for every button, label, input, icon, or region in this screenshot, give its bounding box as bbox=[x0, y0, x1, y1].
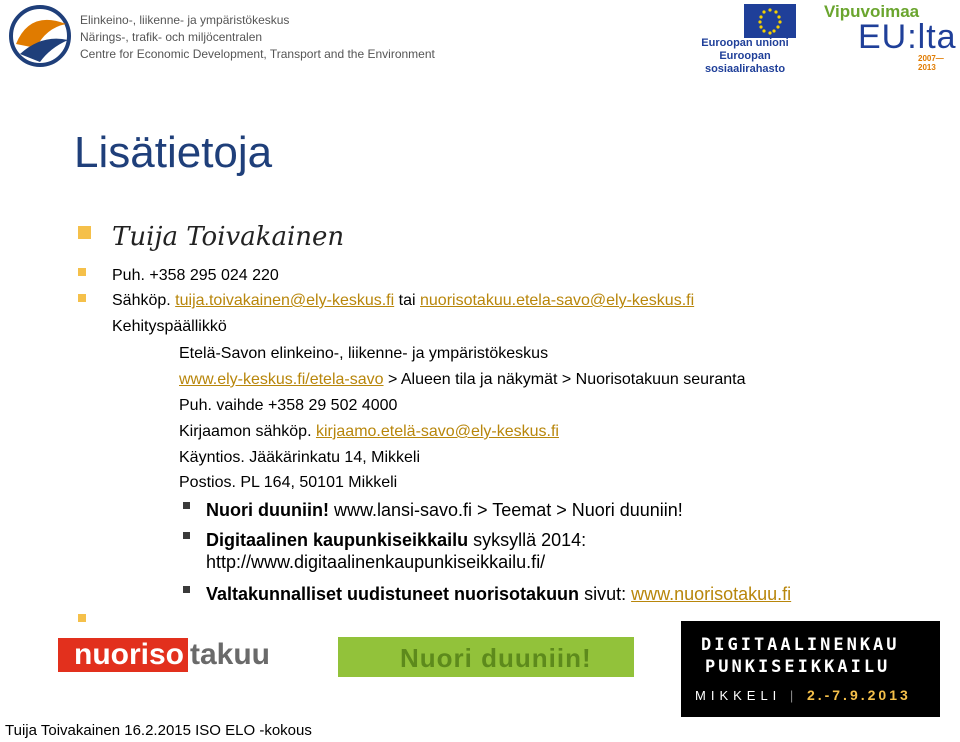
eu-flag-icon bbox=[744, 4, 796, 38]
footer-text: Tuija Toivakainen 16.2.2015 ISO ELO -kokous bbox=[5, 722, 312, 739]
ely-web-link[interactable]: www.ely-keskus.fi/etela-savo bbox=[179, 371, 384, 388]
link-item-text: syksyllä 2014: bbox=[468, 530, 587, 550]
ely-logo bbox=[6, 4, 446, 68]
sub-bullet-icon bbox=[183, 532, 190, 539]
registry-email-link[interactable]: kirjaamo.etelä-savo@ely-keskus.fi bbox=[315, 423, 559, 440]
contact-phone: Puh. +358 295 024 220 bbox=[112, 267, 279, 284]
email-link-nuorisotakuu[interactable]: nuorisotakuu.etela-savo@ely-keskus.fi bbox=[420, 292, 695, 309]
logo-nd-text: Nuori duuniin! bbox=[400, 643, 592, 673]
nuorisotakuu-link[interactable]: www.nuorisotakuu.fi bbox=[631, 584, 792, 604]
contact-role: Kehityspäällikkö bbox=[112, 318, 227, 335]
eu-line1: Euroopan unioni bbox=[701, 37, 789, 49]
bullet-icon bbox=[78, 226, 91, 239]
ely-emblem-icon bbox=[6, 4, 76, 68]
link-item-url: http://www.digitaalinenkaupunkiseikkailu.fi/ bbox=[206, 552, 546, 572]
ely-line-sv: Närings-, trafik- och miljöcentralen bbox=[80, 30, 263, 44]
link-item-bold: Nuori duuniin! bbox=[206, 500, 329, 520]
link-item-text: www.lansi-savo.fi > Teemat > Nuori duuniin! bbox=[328, 500, 683, 520]
registry-prefix: Kirjaamon sähköp. bbox=[179, 423, 312, 440]
email-separator: tai bbox=[398, 292, 416, 309]
digitaalinen-kaupunkiseikkailu-logo bbox=[681, 621, 940, 717]
logo-dk-city: MIKKELI bbox=[695, 688, 782, 703]
link-item-nuori-duuniin bbox=[206, 499, 683, 521]
post-address: Postios. PL 164, 50101 Mikkeli bbox=[179, 474, 398, 491]
bullet-icon bbox=[78, 614, 86, 622]
web-path: > Alueen tila ja näkymät > Nuorisotakuun seuranta bbox=[387, 371, 746, 388]
eulta-label: EU:lta bbox=[858, 18, 957, 56]
nuorisotakuu-logo bbox=[58, 634, 270, 680]
vipuvoimaa-label: Vipuvoimaa bbox=[824, 2, 920, 21]
logo-nuoriso-text: nuoriso bbox=[58, 638, 188, 672]
email-prefix: Sähköp. bbox=[112, 292, 171, 309]
logo-dk-row2: PUNKISEIKKAILU bbox=[705, 657, 891, 677]
bullet-icon bbox=[78, 294, 86, 302]
eu-caption bbox=[690, 37, 800, 76]
logo-takuu-text: takuu bbox=[190, 638, 271, 671]
email-line bbox=[112, 291, 694, 311]
sub-bullet-icon bbox=[183, 586, 190, 593]
link-item-digitaalinen bbox=[206, 529, 586, 573]
logo-dk-row3: MIKKELI | 2.-7.9.2013 bbox=[695, 687, 911, 703]
ely-line-en: Centre for Economic Development, Transport and the Environment bbox=[80, 47, 435, 61]
ely-line-fi: Elinkeino-, liikenne- ja ympäristökeskus bbox=[80, 13, 290, 27]
contact-name: Tuija Toivakainen bbox=[112, 222, 345, 252]
page-title: Lisätietoja bbox=[74, 128, 273, 177]
link-item-valtakunnalliset bbox=[206, 583, 791, 605]
link-item-bold: Digitaalinen kaupunkiseikkailu bbox=[206, 530, 469, 550]
logo-dk-row1: DIGITAALINENKAU bbox=[701, 635, 900, 655]
nuori-duuniin-logo bbox=[338, 637, 634, 677]
link-item-bold: Valtakunnalliset uudistuneet nuorisotakuun bbox=[206, 584, 580, 604]
registry-line bbox=[179, 422, 559, 442]
sub-bullet-icon bbox=[183, 502, 190, 509]
email-link-personal[interactable]: tuija.toivakainen@ely-keskus.fi bbox=[175, 292, 395, 309]
visit-address: Käyntios. Jääkärinkatu 14, Mikkeli bbox=[179, 449, 420, 466]
link-item-text: sivut: bbox=[579, 584, 632, 604]
bullet-icon bbox=[78, 268, 86, 276]
contact-org: Etelä-Savon elinkeino-, liikenne- ja ympäristökeskus bbox=[179, 345, 549, 362]
eu-line2: Euroopan sosiaalirahasto bbox=[704, 50, 786, 75]
logo-dk-dates: 2.-7.9.2013 bbox=[806, 687, 911, 703]
switchboard: Puh. vaihde +358 29 502 4000 bbox=[179, 397, 398, 414]
vipu-years: 2007—2013 bbox=[918, 54, 944, 72]
web-line bbox=[179, 370, 746, 390]
